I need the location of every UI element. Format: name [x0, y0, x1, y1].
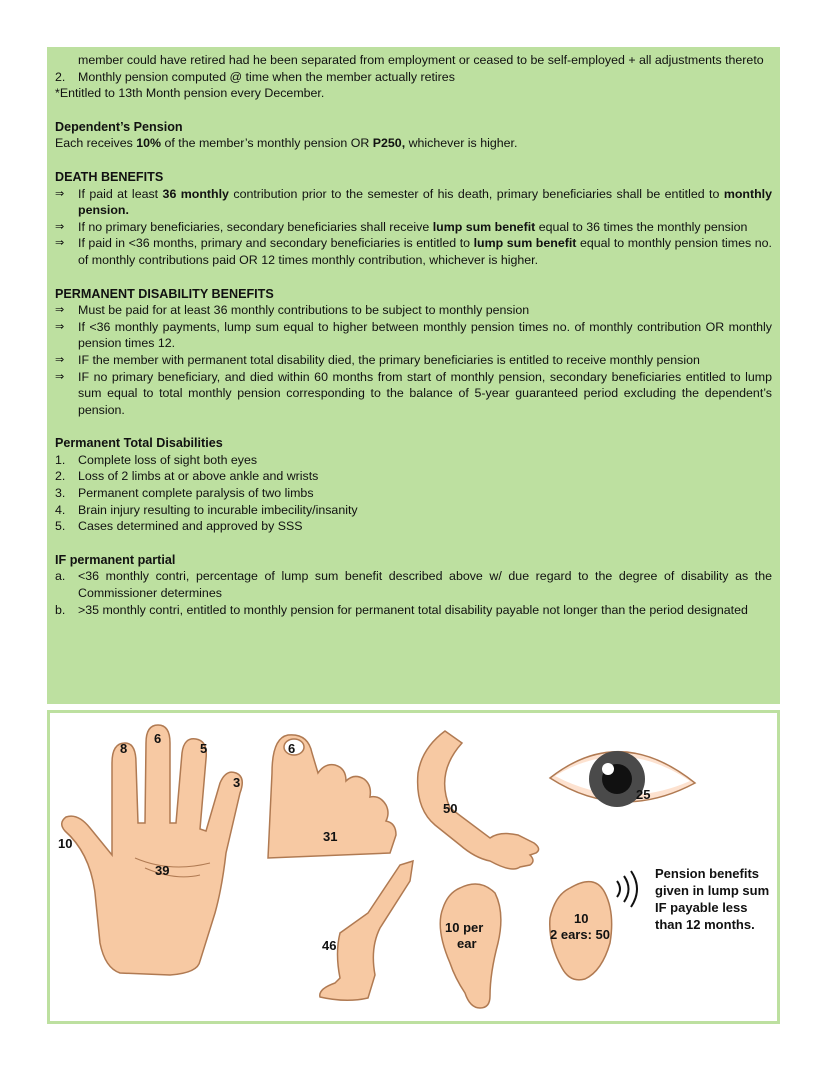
- list-item: 2. Loss of 2 limbs at or above ankle and wrists: [55, 469, 319, 484]
- arrow-icon: ⇒: [55, 236, 65, 250]
- list-item: 1. Complete loss of sight both eyes: [55, 452, 258, 467]
- arm-label: 50: [443, 801, 458, 816]
- arrow-icon: ⇒: [55, 303, 65, 317]
- eye-illustration: [550, 751, 695, 807]
- arrow-icon: ⇒: [55, 186, 65, 200]
- foot-label: 31: [323, 829, 338, 844]
- disability-item: ⇒ IF no primary beneficiary, and died within 60 months from start of monthly pension, secondary beneficiaries entitled to lump sum equal to total monthly pension corresponding to the balance of 5-year guaranteed period excluding the dependent’s pension.: [55, 369, 772, 417]
- ear-two-ears-label: 10: [574, 911, 589, 926]
- ear-per-ear-label: 10 per: [445, 920, 484, 935]
- hand-illustration: [62, 725, 243, 975]
- list-number: 2.: [55, 69, 66, 84]
- hand-index-label: 8: [120, 741, 128, 756]
- death-item-2: ⇒ If no primary beneficiaries, secondary beneficiaries shall receive lump sum benefit equal to 36 times the monthly pension: [55, 219, 748, 234]
- lump-sum-note: Pension benefits given in lump sum IF payable less than 12 months.: [655, 866, 770, 932]
- foot-big-toe-label: 6: [288, 741, 296, 756]
- ear-two-ears-label: 2 ears: 50: [550, 927, 610, 942]
- hand-ring-label: 5: [200, 741, 208, 756]
- dependents-text: Each receives 10% of the member’s monthly pension OR P250, whichever is higher.: [55, 136, 518, 151]
- hand-little-label: 3: [233, 775, 241, 790]
- arm-illustration: [418, 731, 539, 869]
- death-benefits-heading: DEATH BENEFITS: [55, 169, 164, 184]
- arrow-icon: ⇒: [55, 352, 65, 366]
- death-item-1: ⇒ If paid at least 36 monthly contribution prior to the semester of his death, primary beneficiaries shall be entitled to monthly pension.: [55, 186, 772, 218]
- list-item: 5. Cases determined and approved by SSS: [55, 519, 303, 534]
- list-item: 4. Brain injury resulting to incurable imbecility/insanity: [55, 502, 358, 517]
- intro-item-2: [55, 69, 772, 86]
- list-item: a. <36 monthly contri, percentage of lump sum benefit described above w/ due regard to the degree of disability as the Commissioner determines: [55, 569, 772, 601]
- arrow-icon: ⇒: [55, 369, 65, 383]
- benefits-document: [47, 47, 780, 704]
- leg-label: 46: [322, 938, 337, 953]
- permanent-disability-heading: PERMANENT DISABILITY BENEFITS: [55, 286, 274, 301]
- total-disabilities-heading: Permanent Total Disabilities: [55, 436, 223, 451]
- eye-label: 25: [636, 787, 651, 802]
- intro-continuation: member could have retired had he been separated from employment or ceased to be self-employed + all adjustments thereto: [78, 53, 764, 67]
- disability-item: ⇒ IF the member with permanent total disability died, the primary beneficiaries is entitled to receive monthly pension: [55, 352, 700, 367]
- hand-middle-label: 6: [154, 731, 162, 746]
- leg-illustration: [320, 861, 413, 1000]
- disability-item: ⇒ Must be paid for at least 36 monthly contributions to be subject to monthly pension: [55, 303, 530, 318]
- list-item: b. >35 monthly contri, entitled to monthly pension for permanent total disability payable not longer than the period designated: [55, 602, 748, 617]
- list-item: 3. Permanent complete paralysis of two limbs: [55, 486, 314, 501]
- arrow-icon: ⇒: [55, 219, 65, 233]
- disability-item: ⇒ If <36 monthly payments, lump sum equal to higher between monthly pension times no. of monthly contribution OR monthly pension times 12.: [55, 319, 772, 351]
- intro-note: *Entitled to 13th Month pension every December.: [55, 86, 325, 101]
- partial-heading: IF permanent partial: [55, 552, 176, 567]
- hand-palm-label: 39: [155, 863, 170, 878]
- sound-waves-icon: [617, 871, 637, 907]
- dependents-heading: Dependent’s Pension: [55, 119, 183, 134]
- arrow-icon: ⇒: [55, 319, 65, 333]
- death-item-3: ⇒ If paid in <36 months, primary and secondary beneficiaries is entitled to lump sum benefit equal to monthly pension times no. of monthly contributions paid OR 12 times monthly contribution, whichever is higher.: [55, 236, 772, 267]
- body-parts-illustration: [47, 710, 780, 1024]
- hand-thumb-label: 10: [58, 836, 73, 851]
- ear-per-ear-label: ear: [457, 936, 477, 951]
- list-text: Monthly pension computed @ time when the member actually retires: [78, 69, 455, 84]
